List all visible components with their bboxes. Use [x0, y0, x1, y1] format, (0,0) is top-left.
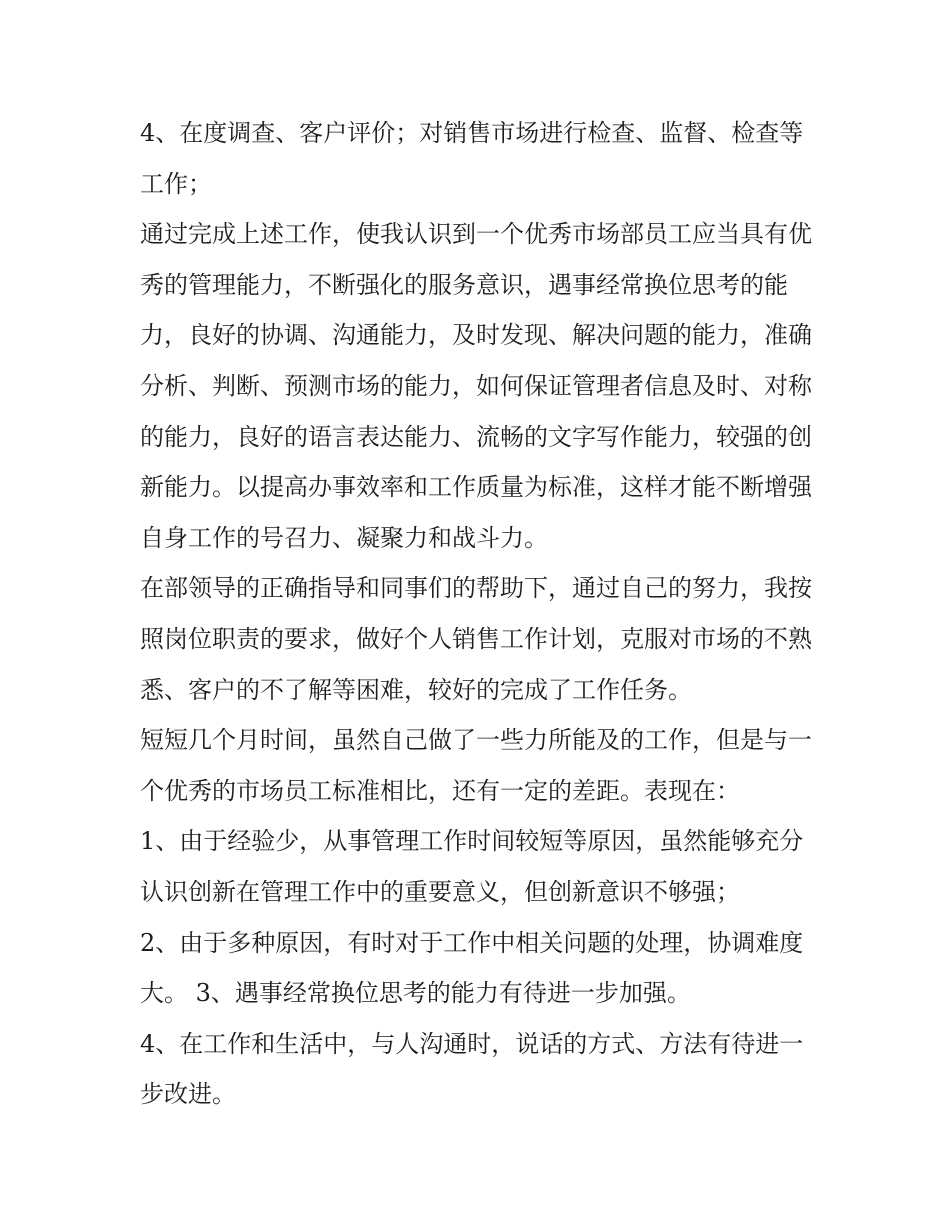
- paragraph-gap-2-3: 2、由于多种原因，有时对于工作中相关问题的处理，协调难度大。 3、遇事经常换位思考的能力有待进一步加强。: [140, 928, 804, 1008]
- paragraph-survey-work: 4、在度调查、客户评价；对销售市场进行检查、监督、检查等工作；: [140, 119, 804, 198]
- document-body: [140, 108, 820, 1120]
- paragraph-gap-1: 1、由于经验少，从事管理工作时间较短等原因，虽然能够充分认识创新在管理工作中的重要意义，但创新意识不够强；: [140, 827, 804, 906]
- paragraph-abilities: 通过完成上述工作，使我认识到一个优秀市场部员工应当具有优秀的管理能力，不断强化的服务意识，遇事经常换位思考的能力，良好的协调、沟通能力，及时发现、解决问题的能力，准确分析、判断、预测市场的能力，如何保证管理者信息及时、对称的能力，良好的语言表达能力、流畅的文字写作能力，较强的创新能力。以提高办事效率和工作质量为标准，这样才能不断增强自身工作的号召力、凝聚力和战斗力。: [140, 220, 812, 552]
- paragraph-achievements: 在部领导的正确指导和同事们的帮助下，通过自己的努力，我按照岗位职责的要求，做好个人销售工作计划，克服对市场的不熟悉、客户的不了解等困难，较好的完成了工作任务。: [140, 574, 812, 704]
- paragraph-gap-4: 4、在工作和生活中，与人沟通时，说话的方式、方法有待进一步改进。: [140, 1029, 804, 1109]
- paragraph-gap-intro: 短短几个月时间，虽然自己做了一些力所能及的工作，但是与一个优秀的市场员工标准相比，还有一定的差距。表现在：: [140, 726, 812, 805]
